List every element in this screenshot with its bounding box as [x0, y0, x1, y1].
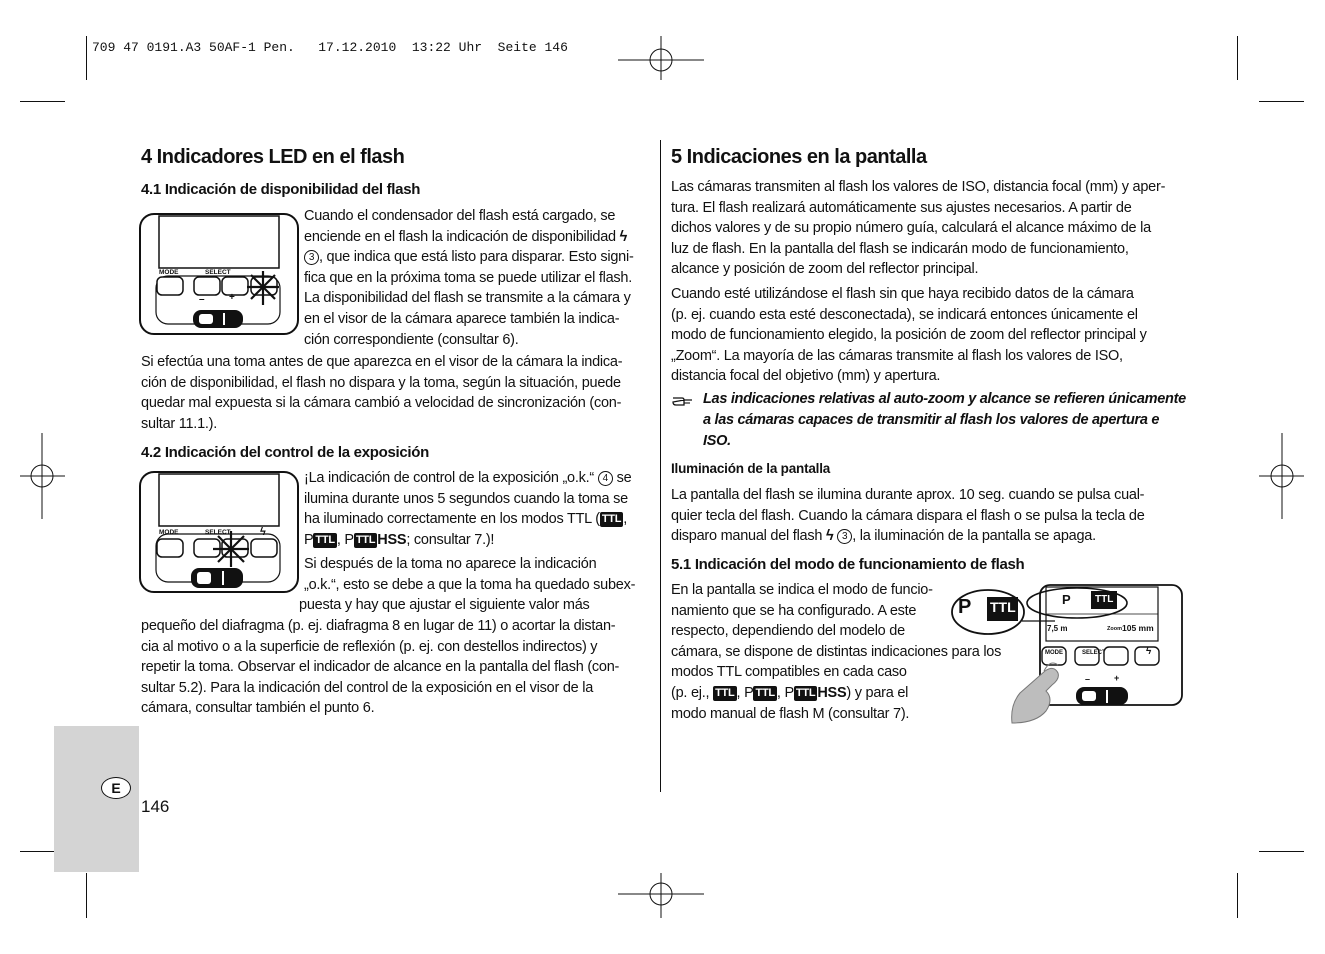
display-zoom-value: 105 mm [1122, 623, 1154, 633]
select-label: SELECT [205, 269, 231, 276]
section-4-1-text: Cuando el condensador del flash está cargado, se enciende en el flash la indicación de disponibilidad ϟ 3 , que indica que está listo para disparar. Esto signi- fica que en la próxima toma se puede utilizar el flash. La disponibilidad del flash se transmite a la cámara y en el visor de la cámara aparece también la indica- ción correspondiente (consultar 6). [304, 208, 634, 348]
section-5-1-text: En la pantalla se indica el modo de funcio- namiento que se ha configurado. A este respecto, dependiendo del modelo de cámara, se dispone de distintas indicaciones para los modos TTL compatibles en cada caso (p. ej., TTL , P TTL , P TTL HSS) y para el modo manual de flash M (consultar 7). [671, 582, 1002, 722]
display-p: P [1062, 592, 1071, 607]
illumination-text: La pantalla del flash se ilumina durante aprox. 10 seg. cuando se pulsa cual- quier tecla del flash. Cuando la cámara dispara el flash o se pulsa la tecla de disparo manual del flash ϟ 3 , la iluminación de la pantalla se apaga. [671, 487, 1145, 545]
section-5-paragraph-2: Cuando esté utilizándose el flash sin que haya recibido datos de la cámara (p. ej. cuando esta esté desconectada), se indicará entonces únicamente el modo de funcionamiento elegido, la posición de zoom del reflector principal y „Zoom“. La mayoría de las cámaras transmite al flash los valores de ISO, distancia focal del objetivo (mm) y apertura. [671, 286, 1147, 385]
mode-ttl-large: TTL [990, 599, 1016, 615]
language-tab [54, 726, 139, 872]
minus-label-3: – [1085, 674, 1091, 684]
section-4-2-title: 4.2 Indicación del control de la exposición [141, 444, 430, 461]
section-5-1-title: 5.1 Indicación del modo de funcionamiento de flash [671, 556, 1025, 573]
display-range: 7,5 m [1047, 624, 1068, 633]
note-text: Las indicaciones relativas al auto-zoom y alcance se refieren únicamente a las cámaras capaces de transmitir al flash los valores de apertura e ISO. [703, 391, 1186, 449]
flash-bolt-icon: ϟ [260, 526, 266, 538]
page-number: 146 [141, 797, 170, 816]
mode-label-2: MODE [159, 529, 179, 536]
illumination-title: Iluminación de la pantalla [671, 461, 831, 476]
print-slug: 709 47 0191.A3 50AF-1 Pen. 17.12.2010 13:22 Uhr Seite 146 [92, 40, 568, 55]
ttl-icon: TTL [601, 513, 622, 526]
section-4-2-paragraph: pequeño del diafragma (p. ej. diafragma 8 en lugar de 11) o acortar la distan- cia al motivo o a la superficie de reflexión (p. ej. con destellos indirectos) y repetir la toma. Observar el indicador de alcance en la pantalla del flash (con- sultar 5.2). Para la indicación del control de la exposición en el visor de la cámara, consultar también el punto 6. [141, 618, 620, 717]
mode-p-large: P [958, 596, 972, 618]
section-4-2-text-2: Si después de la toma no aparece la indicación „o.k.“, esto se debe a que la toma ha quedado subex- puesta y hay que ajustar el siguiente valor más [299, 556, 636, 614]
mode-label: MODE [159, 269, 179, 276]
plus-label: + [229, 292, 235, 303]
section-4-title: 4 Indicadores LED en el flash [141, 146, 405, 168]
minus-label: – [199, 294, 205, 305]
section-5-paragraph-1: Las cámaras transmiten al flash los valores de ISO, distancia focal (mm) y aper- tura. El flash realizará automáticamente sus ajustes necesarios. A partir de dichos valores y de su propio número guía, calculará el alcance máximo de la luz de flash. En la pantalla del flash se indicarán modo de funcionamiento, alcance y posición de zoom del reflector principal. [671, 179, 1166, 278]
pointing-hand-icon [672, 393, 694, 407]
display-zoom-label: Zoom [1107, 626, 1122, 632]
section-4-2-text: ¡La indicación de control de la exposición „o.k.“ 4 se ilumina durante unos 5 segundos cuando la toma se ha iluminado correctamente en los modos TTL ( TTL , P TTL , P TTL HSS; consultar 7.)! [304, 470, 632, 548]
display-ttl: TTL [1095, 594, 1114, 605]
plus-label-3: + [1114, 673, 1120, 683]
select-label-3: SELECT [1082, 650, 1106, 656]
language-badge: E [101, 777, 131, 799]
display-bolt-icon: ϟ [1146, 646, 1152, 657]
section-5-title: 5 Indicaciones en la pantalla [671, 146, 927, 168]
section-4-1-paragraph: Si efectúa una toma antes de que aparezca en el visor de la cámara la indica- ción de disponibilidad, el flash no dispara y la toma, según la situación, puede quedar mal expuesta si la cámara cambió a velocidad de sincronización (con- sultar 11.1.). [141, 354, 623, 432]
section-4-1-title: 4.1 Indicación de disponibilidad del flash [141, 181, 421, 198]
mode-label-3: MODE [1045, 650, 1063, 656]
select-label-2: SELECT [205, 529, 231, 536]
